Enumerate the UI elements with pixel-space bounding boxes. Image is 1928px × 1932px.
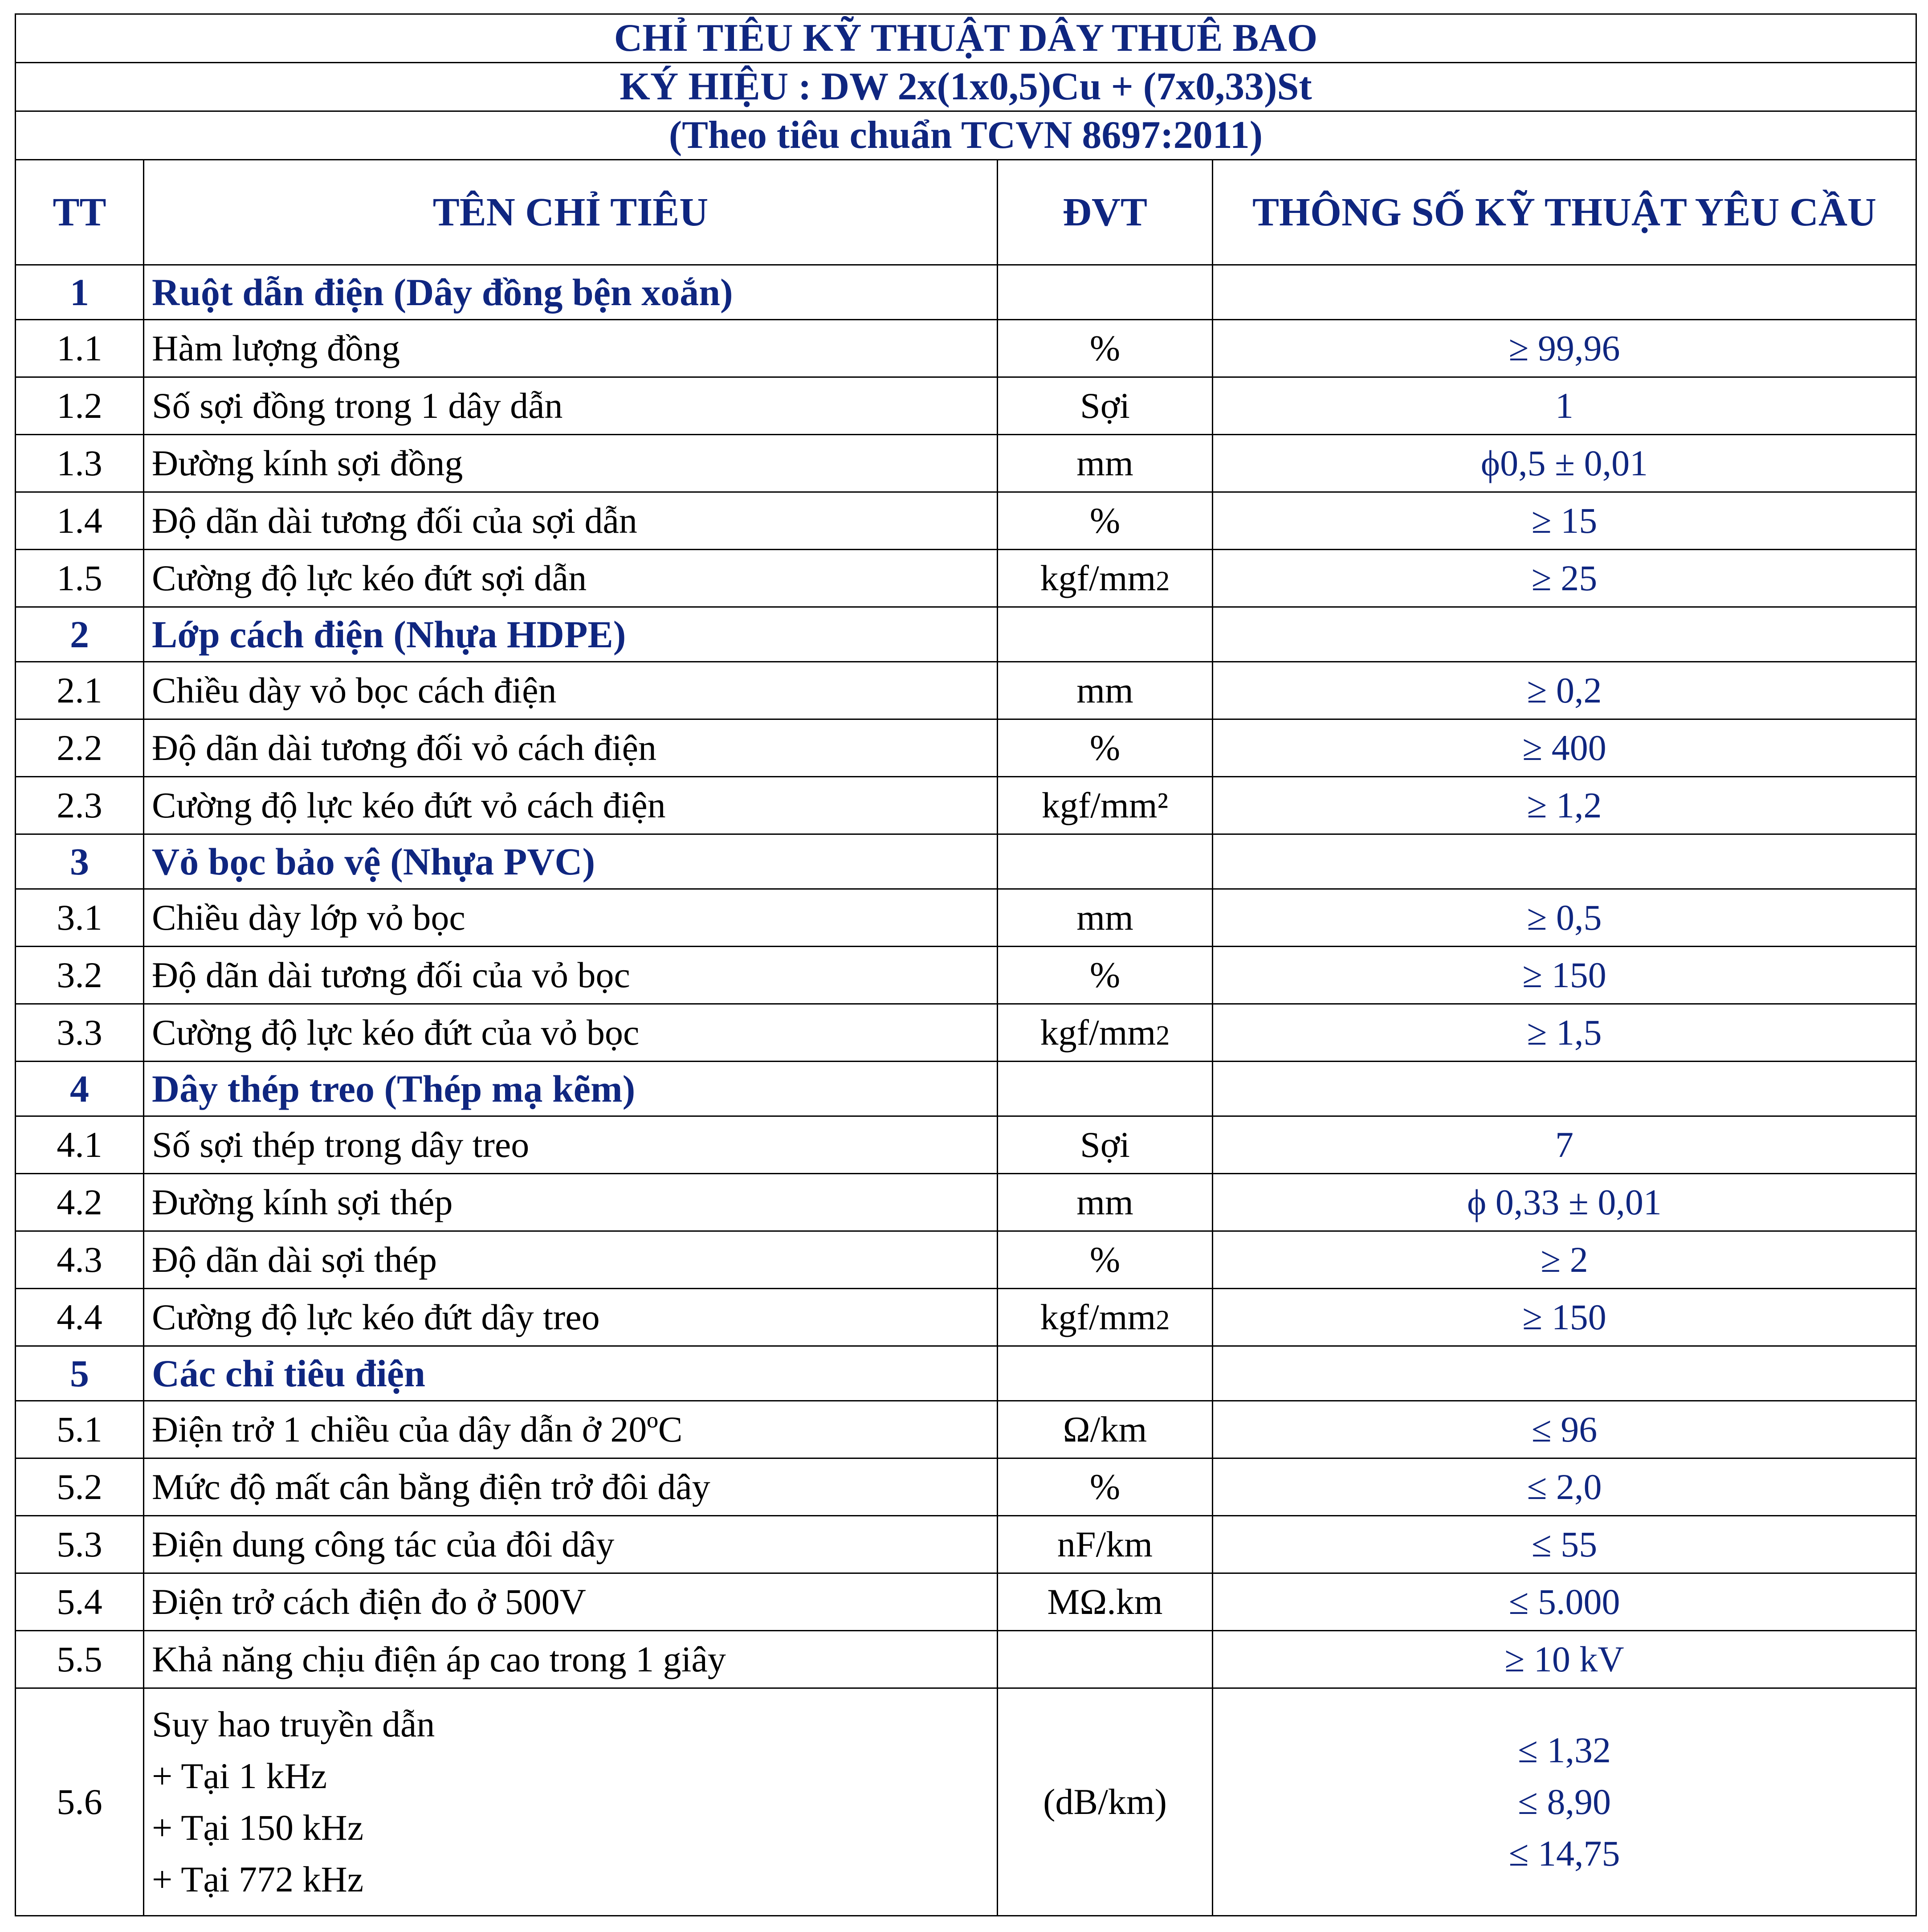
table-row xyxy=(16,719,1916,777)
item-number: 1.3 xyxy=(16,435,144,492)
title-row-3 xyxy=(16,111,1916,160)
item-unit: (dB/km) xyxy=(998,1688,1213,1916)
item-value: ≥ 1,5 xyxy=(1213,1004,1916,1062)
section-number: 5 xyxy=(16,1346,144,1401)
item-number: 3.3 xyxy=(16,1004,144,1062)
item-name: Cường độ lực kéo đứt dây treo xyxy=(144,1289,998,1346)
item-number: 5.5 xyxy=(16,1631,144,1688)
item-value: ≥ 10 kV xyxy=(1213,1631,1916,1688)
section-title: Các chỉ tiêu điện xyxy=(144,1346,998,1401)
table-row xyxy=(16,1174,1916,1231)
title-row-2 xyxy=(16,63,1916,111)
section-value-empty xyxy=(1213,265,1916,320)
attenuation-value-line: ≤ 14,75 xyxy=(1508,1833,1620,1874)
section-value-empty xyxy=(1213,607,1916,662)
section-title: Lớp cách điện (Nhựa HDPE) xyxy=(144,607,998,662)
item-value: ≤ 2,0 xyxy=(1213,1458,1916,1516)
item-value: ≥ 25 xyxy=(1213,550,1916,607)
item-number: 3.1 xyxy=(16,889,144,947)
item-name: Điện dung công tác của đôi dây xyxy=(144,1516,998,1573)
item-unit xyxy=(998,719,1213,777)
attenuation-row xyxy=(16,1688,1916,1916)
section-row xyxy=(16,1346,1916,1401)
section-value-empty xyxy=(1213,834,1916,889)
table-row xyxy=(16,1004,1916,1062)
item-name: Độ dãn dài sợi thép xyxy=(144,1231,998,1289)
unit-subscript: 2 xyxy=(1156,1021,1170,1051)
item-unit xyxy=(998,1004,1213,1062)
section-title: Dây thép treo (Thép mạ kẽm) xyxy=(144,1062,998,1116)
item-unit xyxy=(998,1458,1213,1516)
item-name: Cường độ lực kéo đứt của vỏ bọc xyxy=(144,1004,998,1062)
item-name: Đường kính sợi thép xyxy=(144,1174,998,1231)
item-value: ≤ 5.000 xyxy=(1213,1573,1916,1631)
item-number: 4.1 xyxy=(16,1116,144,1174)
table-row xyxy=(16,320,1916,377)
item-number: 4.2 xyxy=(16,1174,144,1231)
item-unit xyxy=(998,947,1213,1004)
attenuation-value-line: ≤ 1,32 xyxy=(1517,1730,1611,1770)
item-unit xyxy=(998,1289,1213,1346)
item-number: 1.4 xyxy=(16,492,144,550)
item-unit xyxy=(998,777,1213,834)
section-number: 3 xyxy=(16,834,144,889)
section-title: Vỏ bọc bảo vệ (Nhựa PVC) xyxy=(144,834,998,889)
unit-text: % xyxy=(1089,500,1121,541)
section-row xyxy=(16,265,1916,320)
table-header-row xyxy=(16,160,1916,265)
item-value: ≥ 150 xyxy=(1213,1289,1916,1346)
item-name: Số sợi thép trong dây treo xyxy=(144,1116,998,1174)
header-unit: ĐVT xyxy=(998,160,1213,265)
item-value: ≤ 96 xyxy=(1213,1401,1916,1458)
item-name: Hàm lượng đồng xyxy=(144,320,998,377)
unit-text: kgf/mm xyxy=(1040,1012,1156,1053)
item-unit xyxy=(998,492,1213,550)
item-unit xyxy=(998,1516,1213,1573)
item-unit xyxy=(998,1174,1213,1231)
table-row xyxy=(16,492,1916,550)
section-row xyxy=(16,607,1916,662)
item-unit xyxy=(998,1116,1213,1174)
unit-text: mm xyxy=(1076,897,1133,938)
table-row xyxy=(16,662,1916,719)
unit-text: kgf/mm² xyxy=(1041,785,1169,825)
attenuation-label-line: + Tại 150 kHz xyxy=(152,1807,364,1848)
item-unit xyxy=(998,435,1213,492)
section-number: 2 xyxy=(16,607,144,662)
item-value xyxy=(1213,1688,1916,1916)
item-unit xyxy=(998,1573,1213,1631)
item-number: 5.1 xyxy=(16,1401,144,1458)
unit-subscript: 2 xyxy=(1156,1305,1170,1336)
standard-reference: (Theo tiêu chuẩn TCVN 8697:2011) xyxy=(16,111,1916,160)
item-name: Độ dãn dài tương đối của sợi dẫn xyxy=(144,492,998,550)
item-value: ϕ0,5 ± 0,01 xyxy=(1213,435,1916,492)
unit-text: mm xyxy=(1076,443,1133,483)
item-value: ≥ 0,2 xyxy=(1213,662,1916,719)
table-row xyxy=(16,1458,1916,1516)
unit-text: kgf/mm xyxy=(1040,1297,1156,1337)
item-unit xyxy=(998,550,1213,607)
item-value: ≥ 0,5 xyxy=(1213,889,1916,947)
item-number: 2.1 xyxy=(16,662,144,719)
attenuation-value-line: ≤ 8,90 xyxy=(1517,1781,1611,1822)
spec-sheet xyxy=(15,13,1916,1916)
item-name xyxy=(144,1688,998,1916)
unit-text: % xyxy=(1089,955,1121,995)
attenuation-label-line: + Tại 1 kHz xyxy=(152,1756,327,1796)
item-number: 5.4 xyxy=(16,1573,144,1631)
item-value: ϕ 0,33 ± 0,01 xyxy=(1213,1174,1916,1231)
item-number: 5.2 xyxy=(16,1458,144,1516)
header-name: TÊN CHỈ TIÊU xyxy=(144,160,998,265)
section-unit-empty xyxy=(998,265,1213,320)
item-unit xyxy=(998,1231,1213,1289)
unit-text: mm xyxy=(1076,1182,1133,1222)
section-unit-empty xyxy=(998,607,1213,662)
item-value: ≤ 55 xyxy=(1213,1516,1916,1573)
header-spec: THÔNG SỐ KỸ THUẬT YÊU CẦU xyxy=(1213,160,1916,265)
unit-text: % xyxy=(1089,727,1121,768)
spec-table xyxy=(15,13,1917,1916)
item-name: Độ dãn dài tương đối vỏ cách điện xyxy=(144,719,998,777)
item-name: Mức độ mất cân bằng điện trở đôi dây xyxy=(144,1458,998,1516)
item-number: 4.4 xyxy=(16,1289,144,1346)
item-name: Số sợi đồng trong 1 dây dẫn xyxy=(144,377,998,435)
item-name: Chiều dày lớp vỏ bọc xyxy=(144,889,998,947)
header-tt: TT xyxy=(16,160,144,265)
item-number: 1.2 xyxy=(16,377,144,435)
table-row xyxy=(16,889,1916,947)
table-row xyxy=(16,1516,1916,1573)
item-unit xyxy=(998,662,1213,719)
item-name: Cường độ lực kéo đứt sợi dẫn xyxy=(144,550,998,607)
table-row xyxy=(16,947,1916,1004)
item-number: 1.5 xyxy=(16,550,144,607)
item-value: ≥ 400 xyxy=(1213,719,1916,777)
item-name: Điện trở cách điện đo ở 500V xyxy=(144,1573,998,1631)
item-value: 7 xyxy=(1213,1116,1916,1174)
table-row xyxy=(16,1401,1916,1458)
unit-text: kgf/mm xyxy=(1040,558,1156,598)
unit-text: Ω/km xyxy=(1063,1409,1147,1450)
unit-text: Sợi xyxy=(1080,385,1130,426)
item-number: 5.3 xyxy=(16,1516,144,1573)
section-row xyxy=(16,834,1916,889)
table-row xyxy=(16,1631,1916,1688)
item-number: 4.3 xyxy=(16,1231,144,1289)
table-row xyxy=(16,377,1916,435)
unit-text: MΩ.km xyxy=(1047,1581,1163,1622)
unit-text: mm xyxy=(1076,670,1133,711)
table-row xyxy=(16,1116,1916,1174)
title-row-1 xyxy=(16,14,1916,63)
section-value-empty xyxy=(1213,1062,1916,1116)
item-number: 5.6 xyxy=(16,1688,144,1916)
attenuation-label-line: Suy hao truyền dẫn xyxy=(152,1704,435,1744)
item-name: Khả năng chịu điện áp cao trong 1 giây xyxy=(144,1631,998,1688)
section-unit-empty xyxy=(998,834,1213,889)
item-unit xyxy=(998,889,1213,947)
table-row xyxy=(16,1573,1916,1631)
item-value: ≥ 99,96 xyxy=(1213,320,1916,377)
item-unit xyxy=(998,320,1213,377)
product-code: KÝ HIỆU : DW 2x(1x0,5)Cu + (7x0,33)St xyxy=(16,63,1916,111)
item-unit xyxy=(998,1401,1213,1458)
section-unit-empty xyxy=(998,1346,1213,1401)
item-value: ≥ 15 xyxy=(1213,492,1916,550)
section-unit-empty xyxy=(998,1062,1213,1116)
section-number: 4 xyxy=(16,1062,144,1116)
item-name: Chiều dày vỏ bọc cách điện xyxy=(144,662,998,719)
section-value-empty xyxy=(1213,1346,1916,1401)
table-row xyxy=(16,435,1916,492)
item-unit xyxy=(998,377,1213,435)
item-value: ≥ 150 xyxy=(1213,947,1916,1004)
item-name: Điện trở 1 chiều của dây dẫn ở 20ºC xyxy=(144,1401,998,1458)
table-row xyxy=(16,1231,1916,1289)
unit-text: % xyxy=(1089,1466,1121,1507)
table-row xyxy=(16,777,1916,834)
item-value: ≥ 2 xyxy=(1213,1231,1916,1289)
item-name: Cường độ lực kéo đứt vỏ cách điện xyxy=(144,777,998,834)
section-row xyxy=(16,1062,1916,1116)
attenuation-label-line: + Tại 772 kHz xyxy=(152,1859,364,1899)
item-name: Đường kính sợi đồng xyxy=(144,435,998,492)
section-number: 1 xyxy=(16,265,144,320)
table-row xyxy=(16,1289,1916,1346)
unit-text: % xyxy=(1089,328,1121,368)
table-row xyxy=(16,550,1916,607)
item-number: 3.2 xyxy=(16,947,144,1004)
item-unit xyxy=(998,1631,1213,1688)
item-name: Độ dãn dài tương đối của vỏ bọc xyxy=(144,947,998,1004)
item-value: 1 xyxy=(1213,377,1916,435)
item-number: 2.3 xyxy=(16,777,144,834)
document-title: CHỈ TIÊU KỸ THUẬT DÂY THUÊ BAO xyxy=(16,14,1916,63)
item-number: 2.2 xyxy=(16,719,144,777)
unit-text: nF/km xyxy=(1057,1524,1153,1564)
item-value: ≥ 1,2 xyxy=(1213,777,1916,834)
unit-text: % xyxy=(1089,1239,1121,1280)
unit-subscript: 2 xyxy=(1156,566,1170,596)
item-number: 1.1 xyxy=(16,320,144,377)
unit-text: Sợi xyxy=(1080,1124,1130,1165)
section-title: Ruột dẫn điện (Dây đồng bện xoắn) xyxy=(144,265,998,320)
